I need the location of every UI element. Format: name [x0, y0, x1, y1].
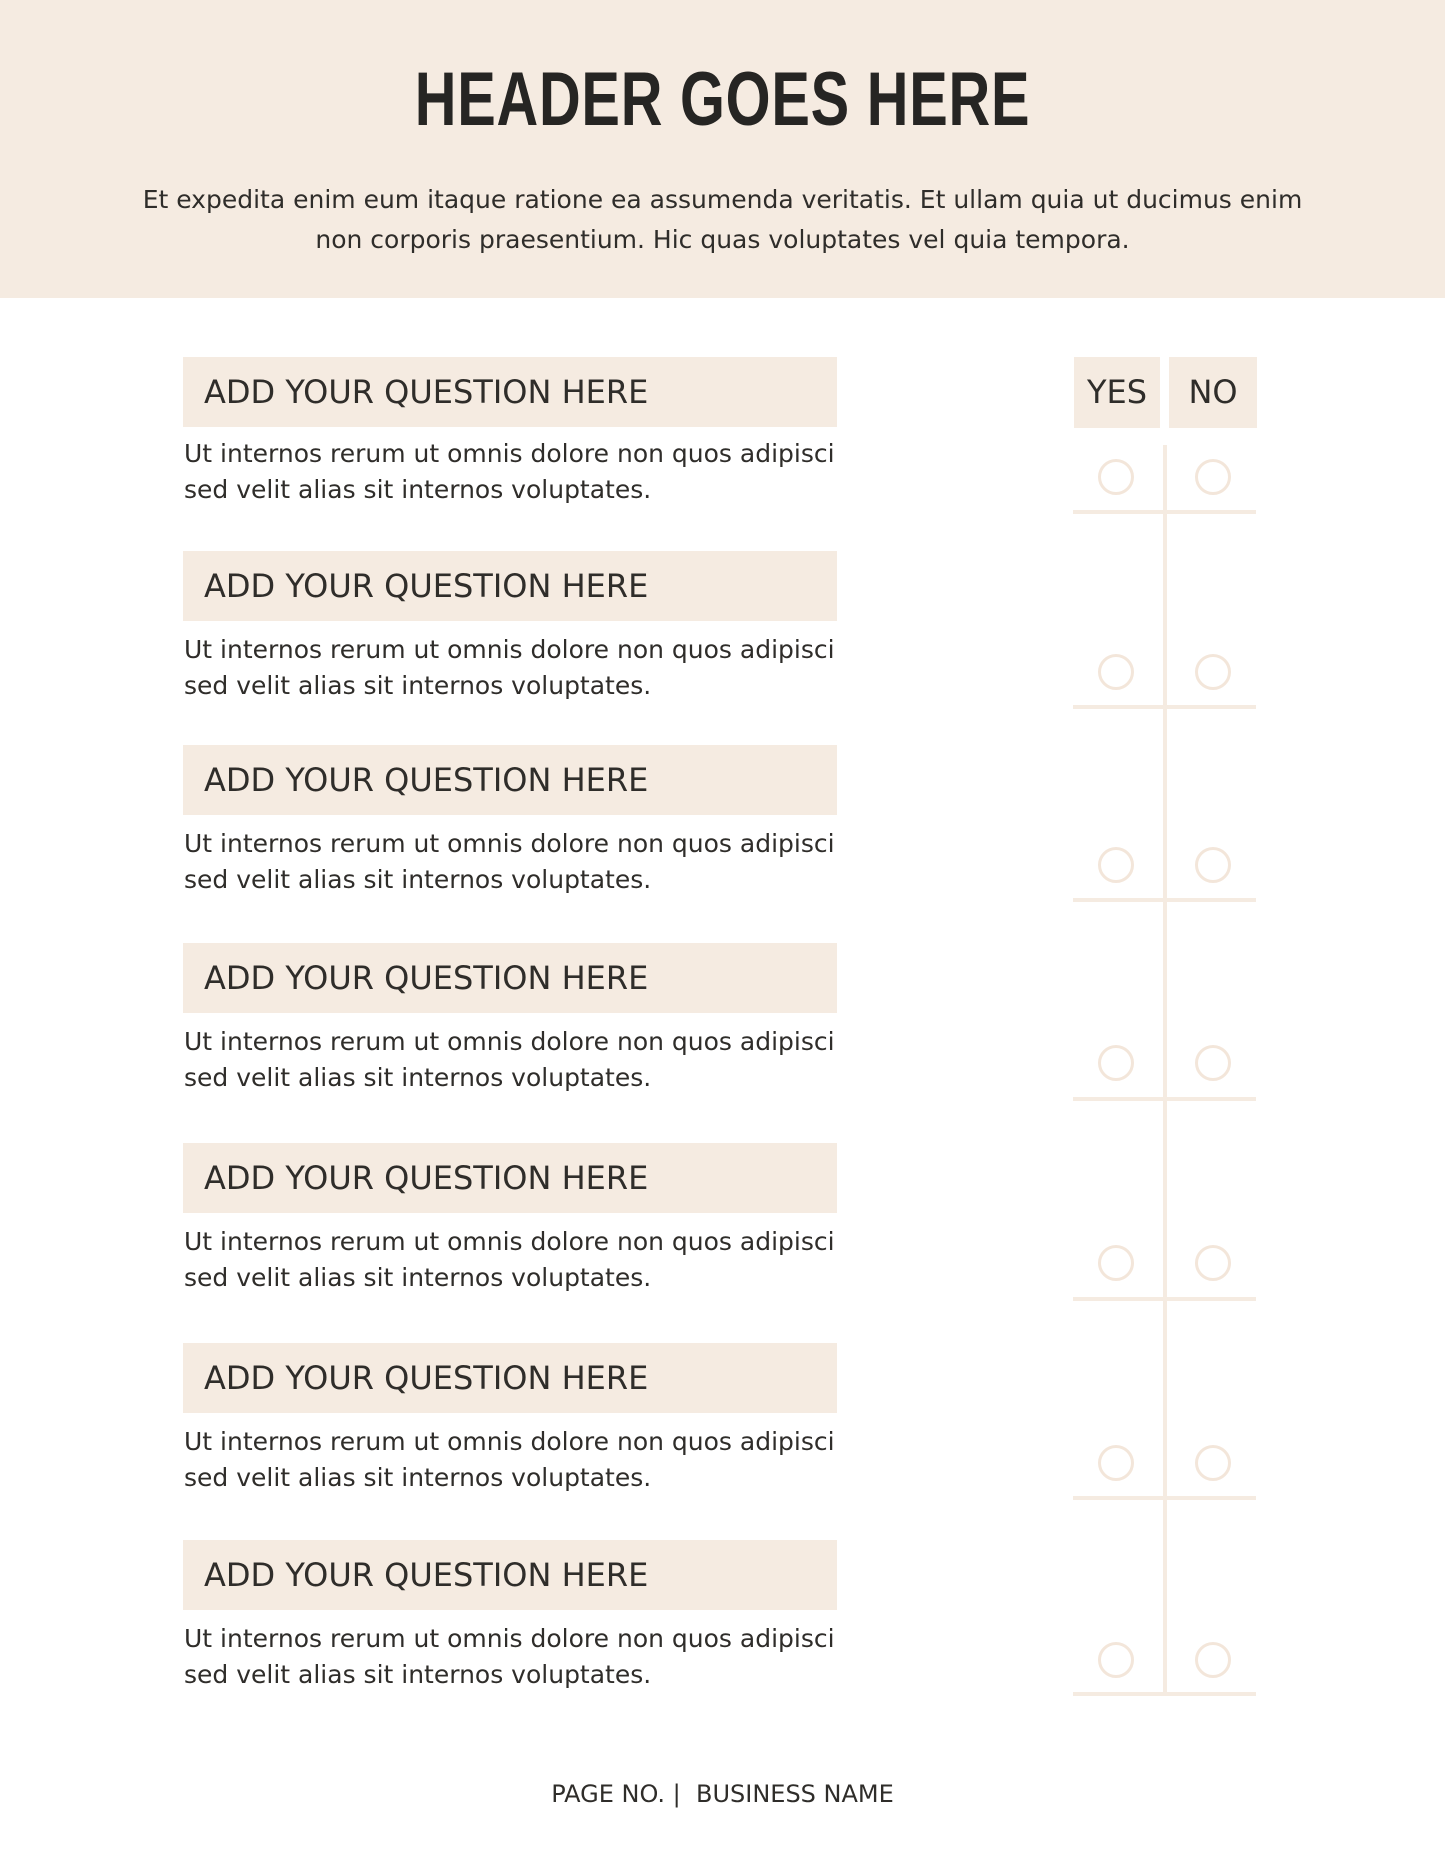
question-label: ADD YOUR QUESTION HERE: [183, 1540, 837, 1610]
question-description: Ut internos rerum ut omnis dolore non quos adipisci sed velit alias sit internos voluptates.: [184, 1227, 835, 1292]
no-radio[interactable]: [1195, 1045, 1231, 1081]
question-description: Ut internos rerum ut omnis dolore non quos adipisci sed velit alias sit internos voluptates.: [184, 1624, 835, 1689]
yes-radio[interactable]: [1098, 847, 1134, 883]
yes-radio[interactable]: [1098, 1445, 1134, 1481]
question-description: Ut internos rerum ut omnis dolore non quos adipisci sed velit alias sit internos voluptates.: [184, 1027, 835, 1092]
question-description: Ut internos rerum ut omnis dolore non quos adipisci sed velit alias sit internos voluptates.: [184, 1427, 835, 1492]
row-divider: [1073, 1097, 1256, 1101]
intro-text: Et expedita enim eum itaque ratione ea assumenda veritatis. Et ullam quia ut ducimus enim non corporis praesentium. Hic quas voluptates vel quia tempora.: [142, 185, 1303, 254]
question-label: ADD YOUR QUESTION HERE: [183, 357, 837, 427]
page-title: HEADER GOES HERE: [414, 57, 1031, 142]
question-label: ADD YOUR QUESTION HERE: [183, 745, 837, 815]
no-radio[interactable]: [1195, 654, 1231, 690]
yes-radio[interactable]: [1098, 1642, 1134, 1678]
question-label: ADD YOUR QUESTION HERE: [183, 551, 837, 621]
no-radio[interactable]: [1195, 1445, 1231, 1481]
row-divider: [1073, 705, 1256, 709]
yes-radio[interactable]: [1098, 1045, 1134, 1081]
yes-radio[interactable]: [1098, 654, 1134, 690]
row-divider: [1073, 510, 1256, 514]
no-radio[interactable]: [1195, 847, 1231, 883]
question-label: ADD YOUR QUESTION HERE: [183, 943, 837, 1013]
question-label: ADD YOUR QUESTION HERE: [183, 1343, 837, 1413]
row-divider: [1073, 1692, 1256, 1696]
yes-column-header: YES: [1074, 357, 1160, 428]
no-radio[interactable]: [1195, 1245, 1231, 1281]
yes-radio[interactable]: [1098, 459, 1134, 495]
no-column-header: NO: [1169, 357, 1257, 428]
column-divider: [1163, 445, 1167, 1695]
no-radio[interactable]: [1195, 459, 1231, 495]
question-description: Ut internos rerum ut omnis dolore non quos adipisci sed velit alias sit internos voluptates.: [184, 829, 835, 894]
question-description: Ut internos rerum ut omnis dolore non quos adipisci sed velit alias sit internos voluptates.: [184, 439, 835, 504]
row-divider: [1073, 898, 1256, 902]
no-radio[interactable]: [1195, 1642, 1231, 1678]
question-label: ADD YOUR QUESTION HERE: [183, 1143, 837, 1213]
question-description: Ut internos rerum ut omnis dolore non quos adipisci sed velit alias sit internos voluptates.: [184, 635, 835, 700]
footer-text: PAGE NO. | BUSINESS NAME: [551, 1780, 894, 1808]
row-divider: [1073, 1496, 1256, 1500]
row-divider: [1073, 1297, 1256, 1301]
yes-radio[interactable]: [1098, 1245, 1134, 1281]
